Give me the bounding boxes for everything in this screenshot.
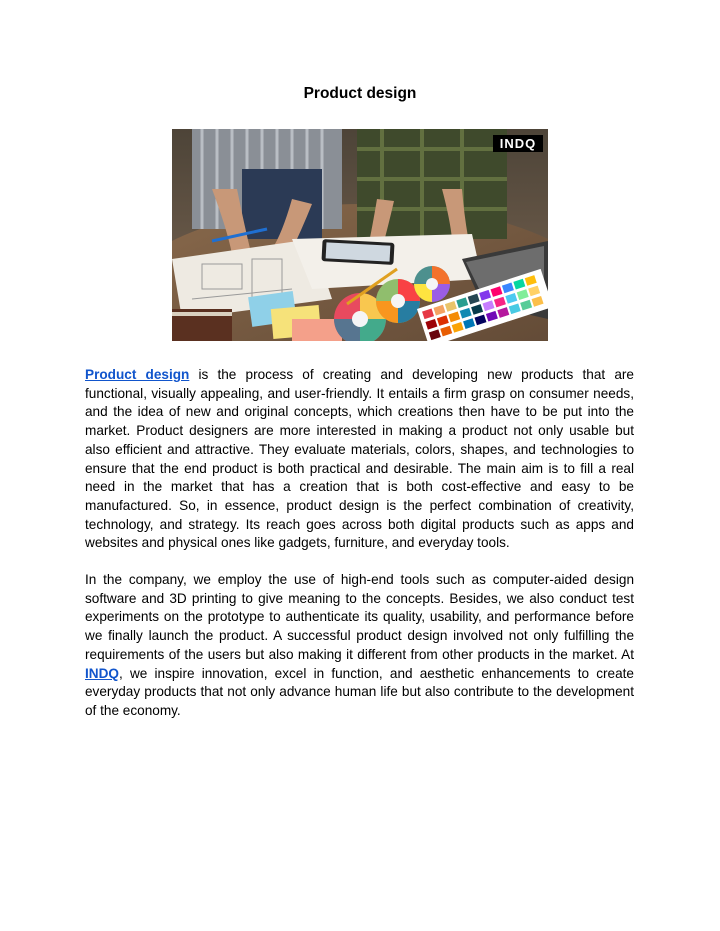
page-title: Product design (303, 85, 417, 102)
product-design-link[interactable]: Product design (85, 367, 190, 382)
intro-paragraph-text: is the process of creating and developing new products that are functional, visually appealing, and user-friendly. It entails a firm grasp on consumer needs, and the idea of new and original concepts, which creations then have to be put into the market. Product designers are more interested in making a product not only usable but also efficient and attractive. They evaluate materials, colors, shapes, and technologies to ensure that the end product is both practical and desirable. The main aim is to fill a real need in the market that has a creation that is both cost-effective and easy to be manufactured. So, in essence, product design is the perfect combination of creativity, technology, and strategy. Its reach goes across both digital products such as apps and websites and physical ones like gadgets, furniture, and everyday tools. (85, 367, 634, 551)
indq-logo: INDQ (493, 135, 543, 152)
intro-paragraph (85, 366, 634, 553)
hero-image (172, 129, 548, 341)
company-paragraph-text-before: In the company, we employ the use of high-end tools such as computer-aided design software and 3D printing to give meaning to the concepts. Besides, we also conduct test experiments on the prototype to authenticate its quality, usability, and performance before we finally launch the product. A successful product design involved not only fulfilling the requirements of the users but also making it different from other products in the market. At (85, 572, 634, 662)
company-paragraph-text-after: , we inspire innovation, excel in function, and aesthetic enhancements to create everyday products that not only advance human life but also contribute to the development of the economy. (85, 665, 634, 718)
company-paragraph (85, 571, 634, 721)
design-team-photo-icon (172, 129, 548, 341)
indq-link[interactable]: INDQ (85, 665, 119, 681)
